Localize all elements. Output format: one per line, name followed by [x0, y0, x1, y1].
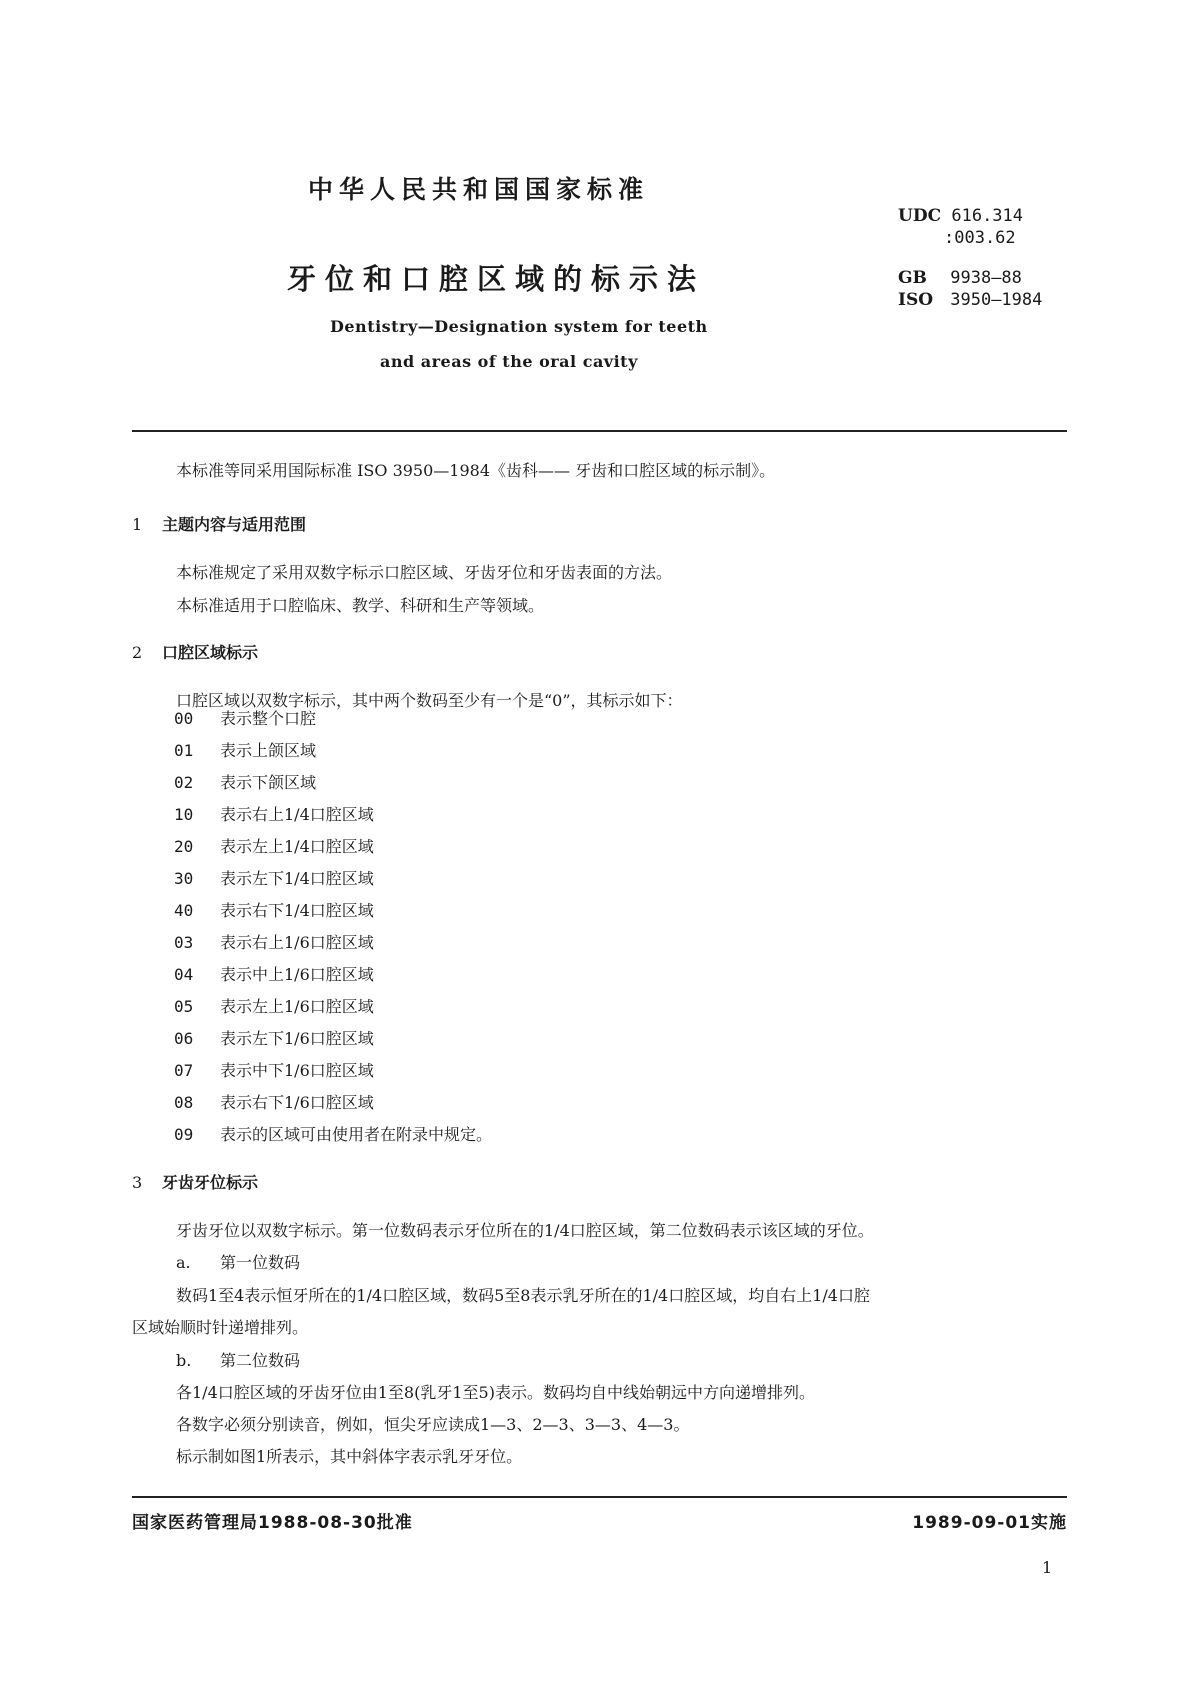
- page-number: 1: [1042, 1558, 1053, 1577]
- region-description: 表示右下1/6口腔区域: [220, 1093, 374, 1112]
- region-description: 表示左下1/6口腔区域: [220, 1029, 374, 1048]
- section1-heading: [132, 512, 306, 535]
- standard-title-en-line2: and areas of the oral cavity: [380, 352, 638, 371]
- udc-line1: [898, 205, 1023, 227]
- region-description: 表示右下1/4口腔区域: [220, 901, 374, 920]
- section2-heading: [132, 640, 258, 663]
- section3-lead: 牙齿牙位以双数字标示。第一位数码表示牙位所在的1/4口腔区域，第二位数码表示该区域的牙位。: [176, 1221, 874, 1240]
- gb-label: GB: [898, 268, 927, 288]
- iso-code: 3950—1984: [950, 290, 1043, 310]
- region-description: 表示右上1/4口腔区域: [220, 805, 374, 824]
- subsection-b-label: b.: [176, 1351, 192, 1370]
- subsection-b-text-line3: 标示制如图1所表示，其中斜体字表示乳牙牙位。: [176, 1447, 523, 1466]
- region-description: 表示左下1/4口腔区域: [220, 869, 374, 888]
- list-item: [174, 1124, 492, 1156]
- section1-paragraph2: 本标准适用于口腔临床、教学、科研和生产等领域。: [176, 596, 545, 615]
- list-item: [174, 996, 492, 1028]
- region-code: 03: [174, 933, 194, 952]
- region-code: 08: [174, 1093, 194, 1112]
- section2-lead: 口腔区域以双数字标示，其中两个数码至少有一个是“0”，其标示如下：: [176, 691, 683, 710]
- list-item: [174, 1092, 492, 1124]
- region-description: 表示右上1/6口腔区域: [220, 933, 374, 952]
- list-item: [174, 900, 492, 932]
- region-code: 40: [174, 901, 194, 920]
- subsection-a-text-line1: 数码1至4表示恒牙所在的1/4口腔区域，数码5至8表示乳牙所在的1/4口腔区域，均自右上1/4口腔: [176, 1286, 870, 1305]
- list-item: [174, 964, 492, 996]
- header-divider: [132, 430, 1067, 432]
- region-description: 表示左上1/4口腔区域: [220, 837, 374, 856]
- footer-divider: [132, 1496, 1067, 1498]
- list-item: [174, 804, 492, 836]
- list-item: [174, 868, 492, 900]
- list-item: [174, 772, 492, 804]
- region-code: 02: [174, 773, 194, 792]
- section3-title: 牙齿牙位标示: [162, 1173, 259, 1192]
- implementation-line: 1989-09-01实施: [912, 1513, 1067, 1533]
- region-description: 表示中上1/6口腔区域: [220, 965, 374, 984]
- region-code: 06: [174, 1029, 194, 1048]
- region-description: 表示左上1/6口腔区域: [220, 997, 374, 1016]
- subsection-a-heading: [176, 1250, 300, 1273]
- subsection-a-text-line2: 区域始顺时针递增排列。: [132, 1318, 309, 1337]
- region-code: 20: [174, 837, 194, 856]
- region-description: 表示整个口腔: [220, 709, 317, 728]
- udc-value: 616.314: [951, 206, 1024, 226]
- section3-heading: [132, 1170, 258, 1193]
- iso-label: ISO: [898, 290, 934, 310]
- section2-title: 口腔区域标示: [162, 643, 259, 662]
- section3-number: 3: [132, 1173, 143, 1192]
- subsection-b-text-line2: 各数字必须分别读音，例如，恒尖牙应读成1—3、2—3、3—3、4—3。: [176, 1415, 690, 1434]
- section2-number: 2: [132, 643, 143, 662]
- udc-line2: :003.62: [944, 228, 1016, 248]
- oral-region-code-list: [174, 708, 492, 1156]
- standard-title-cn: 牙位和口腔区域的标示法: [287, 262, 706, 296]
- region-description: 表示的区域可由使用者在附录中规定。: [220, 1125, 493, 1144]
- list-item: [174, 1060, 492, 1092]
- intro-paragraph: 本标准等同采用国际标准 ISO 3950—1984《齿科—— 牙齿和口腔区域的标示制》。: [176, 461, 776, 480]
- approval-line: 国家医药管理局1988-08-30批准: [132, 1513, 413, 1533]
- standard-number-block: [898, 267, 1042, 311]
- subsection-b-text-line1: 各1/4口腔区域的牙齿牙位由1至8(乳牙1至5)表示。数码均自中线始朝远中方向递增排列。: [176, 1383, 815, 1402]
- subsection-a-title: 第一位数码: [220, 1253, 301, 1272]
- region-code: 07: [174, 1061, 194, 1080]
- list-item: [174, 1028, 492, 1060]
- subsection-a-label: a.: [176, 1253, 191, 1272]
- region-description: 表示上颌区域: [220, 741, 317, 760]
- subsection-b-title: 第二位数码: [220, 1351, 301, 1370]
- region-code: 01: [174, 741, 194, 760]
- national-standard-heading: 中华人民共和国国家标准: [308, 175, 650, 204]
- gb-code: 9938—88: [950, 268, 1022, 288]
- standard-title-en-line1: Dentistry—Designation system for teeth: [330, 317, 708, 336]
- region-code: 00: [174, 709, 194, 728]
- section1-title: 主题内容与适用范围: [162, 515, 307, 534]
- list-item: [174, 932, 492, 964]
- region-code: 10: [174, 805, 194, 824]
- list-item: [174, 740, 492, 772]
- iso-line: [898, 289, 1042, 311]
- subsection-b-heading: [176, 1348, 300, 1371]
- list-item: [174, 708, 492, 740]
- section1-number: 1: [132, 515, 143, 534]
- gb-line: [898, 267, 1042, 289]
- list-item: [174, 836, 492, 868]
- udc-label: UDC: [898, 206, 942, 226]
- region-description: 表示中下1/6口腔区域: [220, 1061, 374, 1080]
- udc-code-block: [898, 205, 1023, 249]
- section1-paragraph1: 本标准规定了采用双数字标示口腔区域、牙齿牙位和牙齿表面的方法。: [176, 563, 673, 582]
- region-code: 30: [174, 869, 194, 888]
- region-code: 04: [174, 965, 194, 984]
- region-description: 表示下颌区域: [220, 773, 317, 792]
- region-code: 09: [174, 1125, 194, 1144]
- region-code: 05: [174, 997, 194, 1016]
